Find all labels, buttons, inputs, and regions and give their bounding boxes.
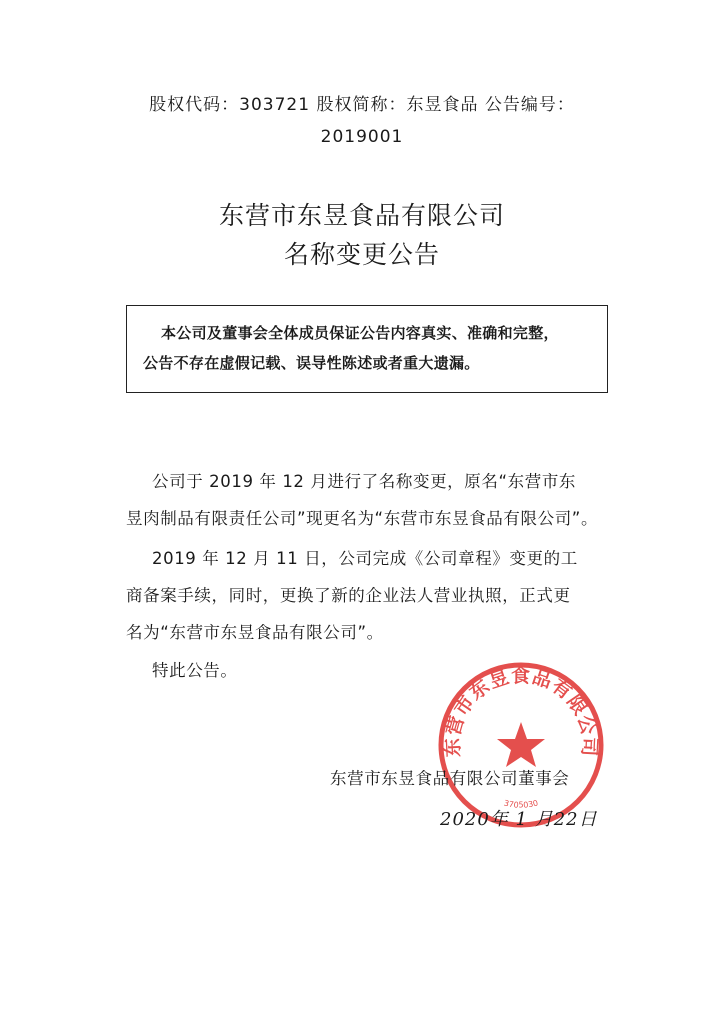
disclaimer-line-2: 公告不存在虚假记载、误导性陈述或者重大遗漏。	[143, 354, 480, 372]
company-title: 东营市东昱食品有限公司	[218, 201, 505, 230]
paragraph-1-line-1: 公司于 2019 年 12 月进行了名称变更，原名“东营市东	[152, 472, 577, 491]
stock-info-header: 股权代码：303721 股权简称：东昱食品 公告编号：	[149, 95, 575, 115]
paragraph-1-line-2: 昱肉制品有限责任公司”现更名为“东营市东昱食品有限公司”。	[126, 509, 599, 528]
announcement-number: 2019001	[320, 127, 404, 147]
paragraph-2-line-3: 名为“东营市东昱食品有限公司”。	[126, 623, 384, 642]
closing-remark: 特此公告。	[152, 661, 238, 680]
seal-arc-text: 东营市东昱食品有限公司	[441, 664, 601, 758]
paragraph-2-line-2: 商备案手续，同时，更换了新的企业法人营业执照，正式更	[126, 586, 571, 605]
disclaimer-box	[126, 305, 608, 393]
announcement-title: 名称变更公告	[283, 240, 440, 269]
seal-number: 3705030	[502, 798, 540, 810]
signature-date: 2020年 1 月22日	[440, 809, 598, 830]
star-icon	[497, 722, 545, 767]
disclaimer-line-1: 本公司及董事会全体成员保证公告内容真实、准确和完整，	[161, 324, 559, 342]
board-signature: 东营市东昱食品有限公司董事会	[330, 769, 570, 788]
paragraph-2-line-1: 2019 年 12 月 11 日，公司完成《公司章程》变更的工	[152, 549, 578, 568]
